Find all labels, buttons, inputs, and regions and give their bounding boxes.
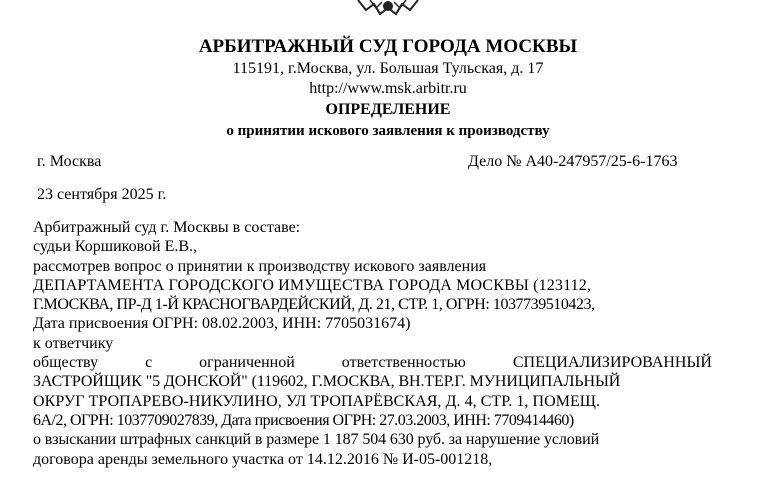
body-line: 6А/2, ОГРН: 1037709027839, Дата присвоения ОГРН: 27.03.2003, ИНН: 7709414460) <box>33 411 574 429</box>
body-line: о взыскании штрафных санкций в размере 1 187 504 630 руб. за нарушение условий <box>33 431 600 449</box>
case-number: Дело № А40-247957/25-6-1763 <box>468 153 678 170</box>
body-line: ДЕПАРТАМЕНТА ГОРОДСКОГО ИМУЩЕСТВА ГОРОДА МОСКВЫ (123112, <box>33 276 592 294</box>
body-line: Г.МОСКВА, ПР-Д 1-Й КРАСНОГВАРДЕЙСКИЙ, Д. 21, СТР. 1, ОГРН: 1037739510423, <box>33 296 595 314</box>
body-line: ОКРУГ ТРОПАРЕВО-НИКУЛИНО, УЛ ТРОПАРЁВСКАЯ, Д. 4, СТР. 1, ПОМЕЩ. <box>33 392 601 410</box>
city: г. Москва <box>37 153 102 170</box>
court-address: 115191, г.Москва, ул. Большая Тульская, д. 17 <box>232 60 544 77</box>
body-line: к ответчику <box>33 334 114 352</box>
body-word: ограниченной <box>199 354 295 372</box>
body-word: ответственностью <box>341 354 466 372</box>
body-line-justified <box>33 353 712 372</box>
document-type: ОПРЕДЕЛЕНИЕ <box>325 101 451 118</box>
court-name: АРБИТРАЖНЫЙ СУД ГОРОДА МОСКВЫ <box>198 36 578 57</box>
body-line: ЗАСТРОЙЩИК "5 ДОНСКОЙ" (119602, Г.МОСКВА, ВН.ТЕР.Г. МУНИЦИПАЛЬНЫЙ <box>33 373 621 391</box>
body-word: обществу <box>33 354 99 372</box>
document-body <box>33 218 712 469</box>
body-line: договора аренды земельного участка от 14.12.2016 № И-05-001218, <box>33 450 493 468</box>
body-word: СПЕЦИАЛИЗИРОВАННЫЙ <box>512 354 712 372</box>
body-line: рассмотрев вопрос о принятии к производству искового заявления <box>33 257 487 275</box>
court-website[interactable]: http://www.msk.arbitr.ru <box>309 80 467 97</box>
body-word: с <box>145 354 153 372</box>
document-date: 23 сентября 2025 г. <box>37 186 167 203</box>
coat-of-arms-emblem <box>340 0 436 18</box>
document-subject: о принятии искового заявления к производству <box>226 123 550 139</box>
body-line: судьи Коршиковой Е.В., <box>33 238 198 256</box>
body-line: Арбитражный суд г. Москвы в составе: <box>33 219 301 236</box>
body-line: Дата присвоения ОГРН: 08.02.2003, ИНН: 7705031674) <box>33 315 411 333</box>
